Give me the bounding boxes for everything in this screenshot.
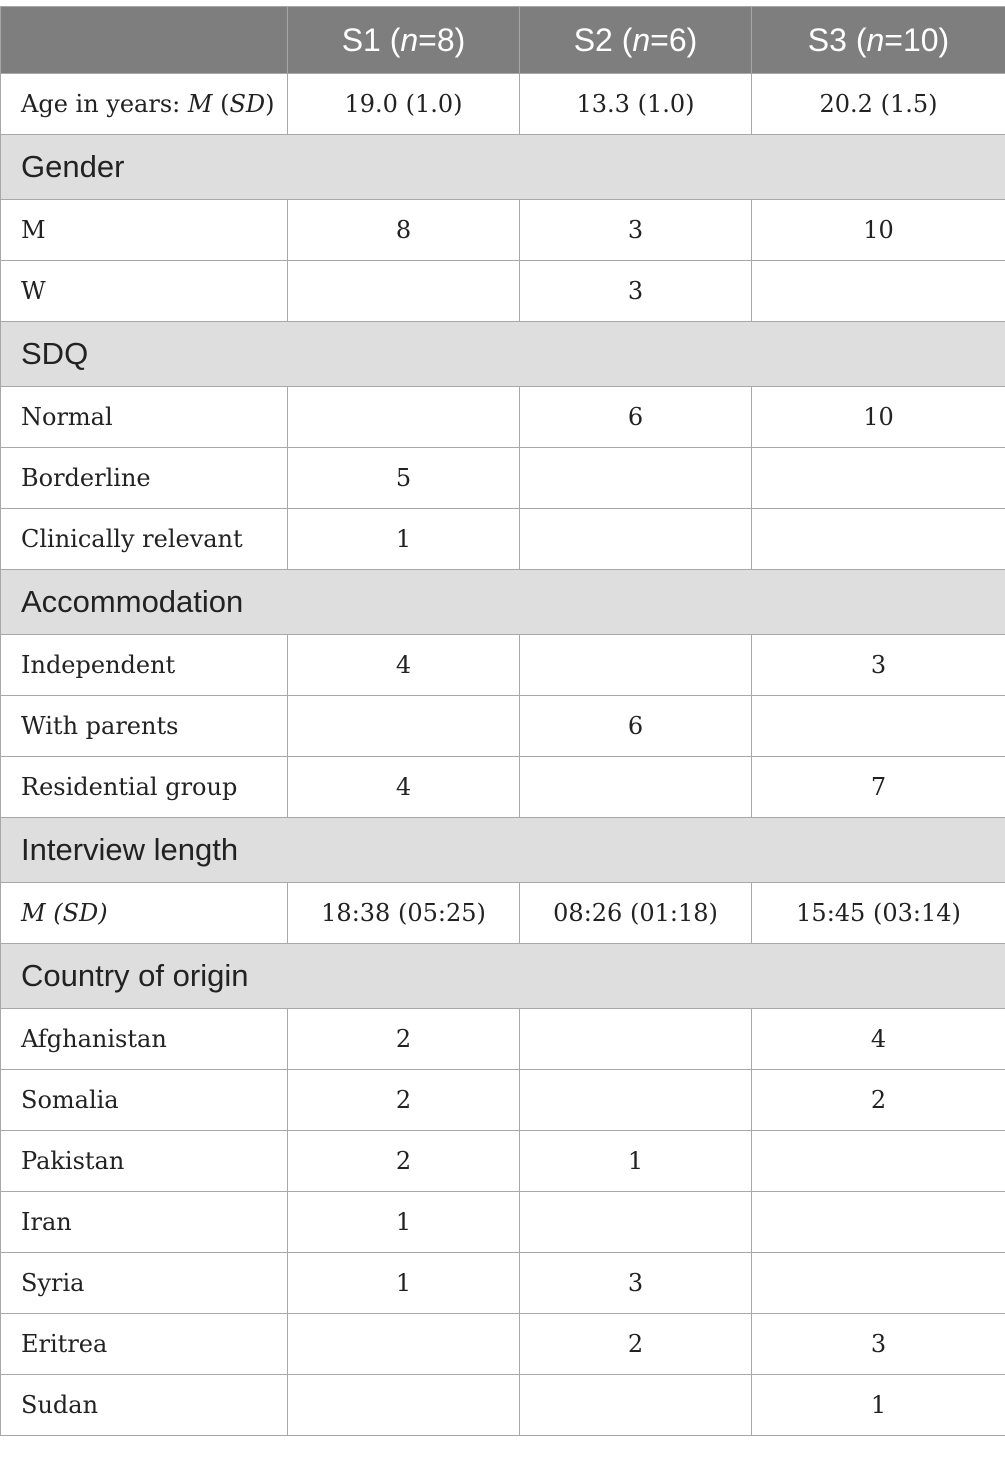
header-s1: S1 (n=8) (288, 7, 520, 74)
section-interview-length (1, 818, 1005, 883)
table-row (1, 1375, 1005, 1436)
row-label: Somalia (1, 1070, 288, 1131)
table-row (1, 509, 1005, 570)
section-title: Gender (1, 135, 1005, 200)
cell-s3: 10 (752, 200, 1005, 261)
cell-s3 (752, 448, 1005, 509)
cell-s3 (752, 1192, 1005, 1253)
cell-s3 (752, 261, 1005, 322)
table-row (1, 1253, 1005, 1314)
cell-s2 (520, 509, 752, 570)
section-title: SDQ (1, 322, 1005, 387)
cell-s1: 4 (288, 757, 520, 818)
cell-s2 (520, 1375, 752, 1436)
cell-s2 (520, 1070, 752, 1131)
demographics-table (0, 6, 1005, 1436)
cell-s1: 4 (288, 635, 520, 696)
section-title: Country of origin (1, 944, 1005, 1009)
cell-s1 (288, 387, 520, 448)
table-row (1, 696, 1005, 757)
cell-s3: 3 (752, 1314, 1005, 1375)
section-gender (1, 135, 1005, 200)
header-s3: S3 (n=10) (752, 7, 1005, 74)
cell-s1: 1 (288, 509, 520, 570)
table-row (1, 635, 1005, 696)
header-row (1, 7, 1005, 74)
row-label: Iran (1, 1192, 288, 1253)
age-s1: 19.0 (1.0) (288, 74, 520, 135)
cell-s3: 7 (752, 757, 1005, 818)
cell-s2: 3 (520, 261, 752, 322)
cell-s3: 15:45 (03:14) (752, 883, 1005, 944)
cell-s2: 6 (520, 387, 752, 448)
table-row (1, 1314, 1005, 1375)
cell-s3 (752, 509, 1005, 570)
cell-s2: 6 (520, 696, 752, 757)
cell-s2 (520, 1192, 752, 1253)
cell-s3: 1 (752, 1375, 1005, 1436)
table-row (1, 448, 1005, 509)
row-label: Afghanistan (1, 1009, 288, 1070)
cell-s2 (520, 448, 752, 509)
age-label: Age in years: M (SD) (1, 74, 288, 135)
cell-s1: 1 (288, 1192, 520, 1253)
row-label: Residential group (1, 757, 288, 818)
cell-s1 (288, 261, 520, 322)
table-row (1, 1131, 1005, 1192)
row-label: Clinically relevant (1, 509, 288, 570)
table-row (1, 1192, 1005, 1253)
age-s2: 13.3 (1.0) (520, 74, 752, 135)
cell-s2: 3 (520, 1253, 752, 1314)
cell-s1 (288, 696, 520, 757)
row-label: M (SD) (1, 883, 288, 944)
cell-s2 (520, 635, 752, 696)
row-label: With parents (1, 696, 288, 757)
table-row (1, 261, 1005, 322)
row-label: Eritrea (1, 1314, 288, 1375)
table-row (1, 200, 1005, 261)
row-label: W (1, 261, 288, 322)
cell-s2: 1 (520, 1131, 752, 1192)
section-title: Accommodation (1, 570, 1005, 635)
cell-s3: 10 (752, 387, 1005, 448)
row-label: M (1, 200, 288, 261)
cell-s1 (288, 1375, 520, 1436)
cell-s1: 18:38 (05:25) (288, 883, 520, 944)
table-row (1, 387, 1005, 448)
cell-s1: 2 (288, 1009, 520, 1070)
cell-s1: 2 (288, 1070, 520, 1131)
section-title: Interview length (1, 818, 1005, 883)
cell-s3: 3 (752, 635, 1005, 696)
row-label: Pakistan (1, 1131, 288, 1192)
table-row (1, 1009, 1005, 1070)
cell-s2 (520, 1009, 752, 1070)
header-s2: S2 (n=6) (520, 7, 752, 74)
cell-s2: 2 (520, 1314, 752, 1375)
section-sdq (1, 322, 1005, 387)
age-row (1, 74, 1005, 135)
cell-s3 (752, 696, 1005, 757)
row-label: Independent (1, 635, 288, 696)
cell-s1: 8 (288, 200, 520, 261)
section-accommodation (1, 570, 1005, 635)
table-row (1, 757, 1005, 818)
cell-s2 (520, 757, 752, 818)
cell-s1 (288, 1314, 520, 1375)
section-country-of-origin (1, 944, 1005, 1009)
cell-s2: 3 (520, 200, 752, 261)
row-label: Borderline (1, 448, 288, 509)
cell-s1: 5 (288, 448, 520, 509)
table-row (1, 883, 1005, 944)
age-s3: 20.2 (1.5) (752, 74, 1005, 135)
cell-s1: 2 (288, 1131, 520, 1192)
row-label: Normal (1, 387, 288, 448)
cell-s3 (752, 1253, 1005, 1314)
table-row (1, 1070, 1005, 1131)
cell-s3 (752, 1131, 1005, 1192)
header-blank-cell (1, 7, 288, 74)
cell-s2: 08:26 (01:18) (520, 883, 752, 944)
cell-s3: 4 (752, 1009, 1005, 1070)
row-label: Syria (1, 1253, 288, 1314)
row-label: Sudan (1, 1375, 288, 1436)
cell-s1: 1 (288, 1253, 520, 1314)
cell-s3: 2 (752, 1070, 1005, 1131)
